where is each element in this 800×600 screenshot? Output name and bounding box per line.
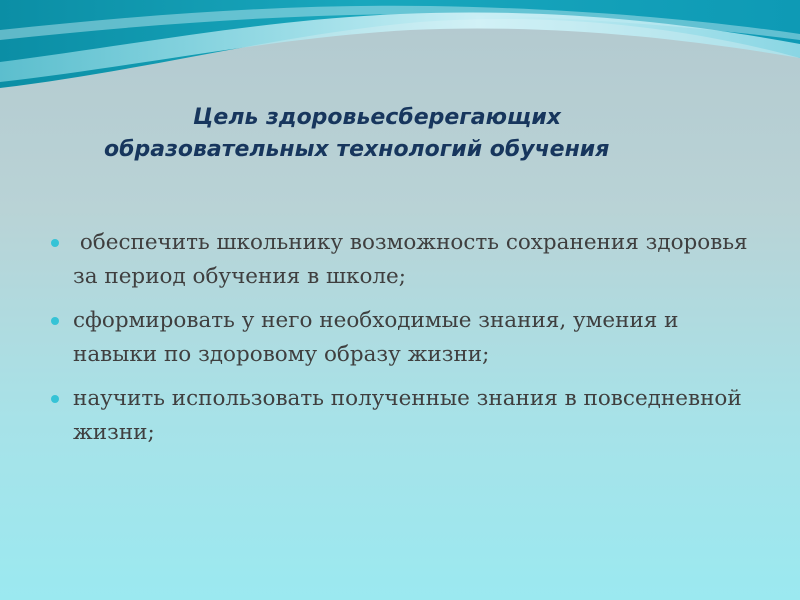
bullet-text-1: обеспечить школьнику возможность сохранения здоровья за период обучения в школе; [73,230,755,289]
list-item [44,304,764,372]
bullet-icon [51,317,59,325]
bullet-text-3: научить использовать полученные знания в повседневной жизни; [73,386,742,445]
wave-decoration-icon [0,0,800,110]
title-line-2: образовательных технологий обучения [104,137,610,162]
bullet-text-2: сформировать у него необходимые знания, умения и навыки по здоровому образу жизни; [73,308,679,367]
list-item [44,382,764,450]
title-line-1: Цель здоровьесберегающих [193,105,561,130]
bullet-icon [51,239,59,247]
slide-title [0,102,800,166]
bullet-list [44,226,764,460]
list-item [44,226,764,294]
bullet-icon [51,395,59,403]
